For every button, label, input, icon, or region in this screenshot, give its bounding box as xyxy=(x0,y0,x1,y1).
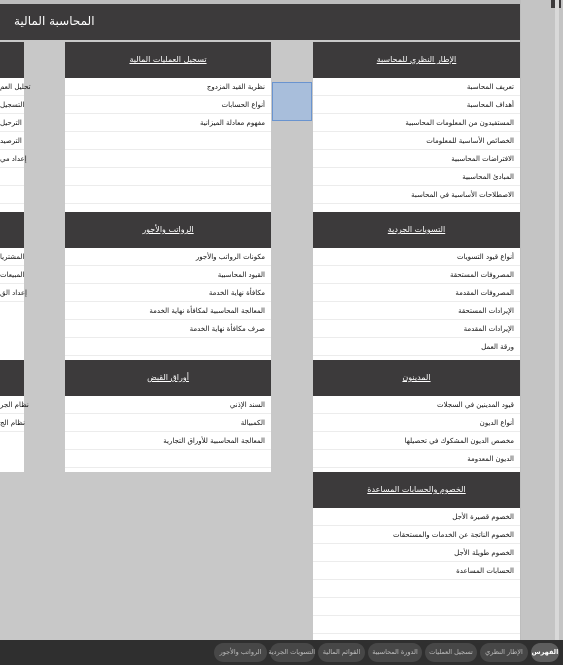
empty-row[interactable] xyxy=(65,450,271,468)
section-header[interactable] xyxy=(65,360,271,396)
list-item[interactable]: الديون المعدومة xyxy=(313,450,520,468)
list-item[interactable]: المبيعات xyxy=(0,266,24,284)
list-item[interactable]: تحليل العم xyxy=(0,78,24,96)
list-item[interactable]: أنواع الحسابات xyxy=(65,96,271,114)
list-item[interactable]: أنواع الديون xyxy=(313,414,520,432)
list-item[interactable]: أهداف المحاسبة xyxy=(313,96,520,114)
window-title: المحاسبة المالية xyxy=(14,14,95,28)
section-title: المدينون xyxy=(402,373,431,382)
empty-row[interactable] xyxy=(313,598,520,616)
section-title: الرواتب والأجور xyxy=(142,225,194,234)
list-item[interactable]: السند الإذني xyxy=(65,396,271,414)
empty-row[interactable] xyxy=(65,168,271,186)
empty-row[interactable] xyxy=(313,580,520,598)
section-rows xyxy=(313,78,520,212)
list-item[interactable]: الإيرادات المقدمة xyxy=(313,320,520,338)
section-header[interactable] xyxy=(65,42,271,78)
list-item[interactable]: مكونات الرواتب والأجور xyxy=(65,248,271,266)
section-header[interactable] xyxy=(313,212,520,248)
list-item[interactable]: الخصوم قصيرة الأجل xyxy=(313,508,520,526)
list-item[interactable]: المشتريا xyxy=(0,248,24,266)
empty-row[interactable] xyxy=(313,616,520,634)
section-rows xyxy=(65,396,271,472)
list-item[interactable]: نظرية القيد المزدوج xyxy=(65,78,271,96)
section-title: الخصوم والحسابات المساعدة xyxy=(367,485,466,494)
section-header[interactable] xyxy=(0,42,24,78)
list-item[interactable]: ورقة العمل xyxy=(313,338,520,356)
section-header[interactable] xyxy=(313,360,520,396)
list-item[interactable]: نظام الج xyxy=(0,414,24,432)
selected-cell[interactable] xyxy=(272,82,312,121)
list-item[interactable]: الاصطلاحات الأساسية في المحاسبة xyxy=(313,186,520,204)
title-bar xyxy=(0,4,520,40)
window-edge xyxy=(521,0,563,640)
list-item[interactable]: الخصائص الأساسية للمعلومات xyxy=(313,132,520,150)
tab-salaries-wages[interactable]: الرواتب والأجور xyxy=(214,643,267,662)
section-header[interactable] xyxy=(313,472,520,508)
section-rows xyxy=(65,78,271,212)
tab-recording-transactions[interactable]: تسجيل العمليات xyxy=(425,643,477,662)
tab-theoretical-framework[interactable]: الإطار النظري xyxy=(480,643,528,662)
tab-adjusting-entries[interactable]: التسويات الجردية xyxy=(270,643,315,662)
section-header[interactable] xyxy=(65,212,271,248)
section-rows xyxy=(0,396,29,472)
tab-financial-statements[interactable]: القوائم المالية xyxy=(318,643,365,662)
list-item[interactable]: المصروفات المقدمة xyxy=(313,284,520,302)
section-title: الإطار النظري للمحاسبة xyxy=(376,55,457,64)
empty-row[interactable] xyxy=(65,338,271,356)
section-rows xyxy=(0,248,27,360)
list-item[interactable]: إعداد مي xyxy=(0,150,24,168)
section-header[interactable] xyxy=(0,360,24,396)
list-item[interactable]: الترحيل xyxy=(0,114,24,132)
list-item[interactable]: المعالجة المحاسبية لمكافأة نهاية الخدمة xyxy=(65,302,271,320)
tab-index[interactable]: الفهرس xyxy=(531,643,559,662)
empty-row[interactable] xyxy=(0,168,24,186)
sheet-tab-bar xyxy=(0,640,563,665)
section-rows xyxy=(65,248,271,360)
empty-row[interactable] xyxy=(65,150,271,168)
empty-row[interactable] xyxy=(65,132,271,150)
list-item[interactable]: أنواع قيود التسويات xyxy=(313,248,520,266)
section-rows xyxy=(313,508,520,640)
list-item[interactable]: نظام الجر xyxy=(0,396,24,414)
empty-row[interactable] xyxy=(65,186,271,204)
section-rows xyxy=(0,78,31,212)
list-item[interactable]: قيود المدينين في السجلات xyxy=(313,396,520,414)
list-item[interactable]: الإيرادات المستحقة xyxy=(313,302,520,320)
section-rows xyxy=(313,396,520,472)
list-item[interactable]: المبادئ المحاسبية xyxy=(313,168,520,186)
list-item[interactable]: صرف مكافأة نهاية الخدمة xyxy=(65,320,271,338)
list-item[interactable]: الحسابات المساعدة xyxy=(313,562,520,580)
section-header[interactable] xyxy=(313,42,520,78)
list-item[interactable]: مكافأة نهاية الخدمة xyxy=(65,284,271,302)
list-item[interactable]: المصروفات المستحقة xyxy=(313,266,520,284)
section-header[interactable] xyxy=(0,212,24,248)
list-item[interactable]: التسجيل xyxy=(0,96,24,114)
list-item[interactable]: تعريف المحاسبة xyxy=(313,78,520,96)
list-item[interactable]: الخصوم طويلة الأجل xyxy=(313,544,520,562)
list-item[interactable]: مفهوم معادلة الميزانية xyxy=(65,114,271,132)
section-rows xyxy=(313,248,520,360)
list-item[interactable]: الخصوم الناتجة عن الخدمات والمستحقات xyxy=(313,526,520,544)
list-item[interactable]: الافتراضات المحاسبية xyxy=(313,150,520,168)
vertical-scrollbar[interactable] xyxy=(555,0,559,640)
list-item[interactable]: الترصيد xyxy=(0,132,24,150)
section-title: أوراق القبض xyxy=(147,373,189,382)
list-item[interactable]: الكمبيالة xyxy=(65,414,271,432)
list-item[interactable]: المستفيدون من المعلومات المحاسبية xyxy=(313,114,520,132)
tab-accounting-cycle[interactable]: الدورة المحاسبية xyxy=(368,643,422,662)
spreadsheet-canvas[interactable] xyxy=(0,4,520,640)
list-item[interactable]: مخصص الديون المشكوك في تحصيلها xyxy=(313,432,520,450)
section-title: تسجيل العمليات المالية xyxy=(129,55,207,64)
list-item[interactable]: المعالجة المحاسبية للأوراق التجارية xyxy=(65,432,271,450)
list-item[interactable]: القيود المحاسبية xyxy=(65,266,271,284)
empty-row[interactable] xyxy=(0,186,24,204)
section-title: التسويات الجردية xyxy=(387,225,446,234)
list-item[interactable]: إعداد الق xyxy=(0,284,24,302)
